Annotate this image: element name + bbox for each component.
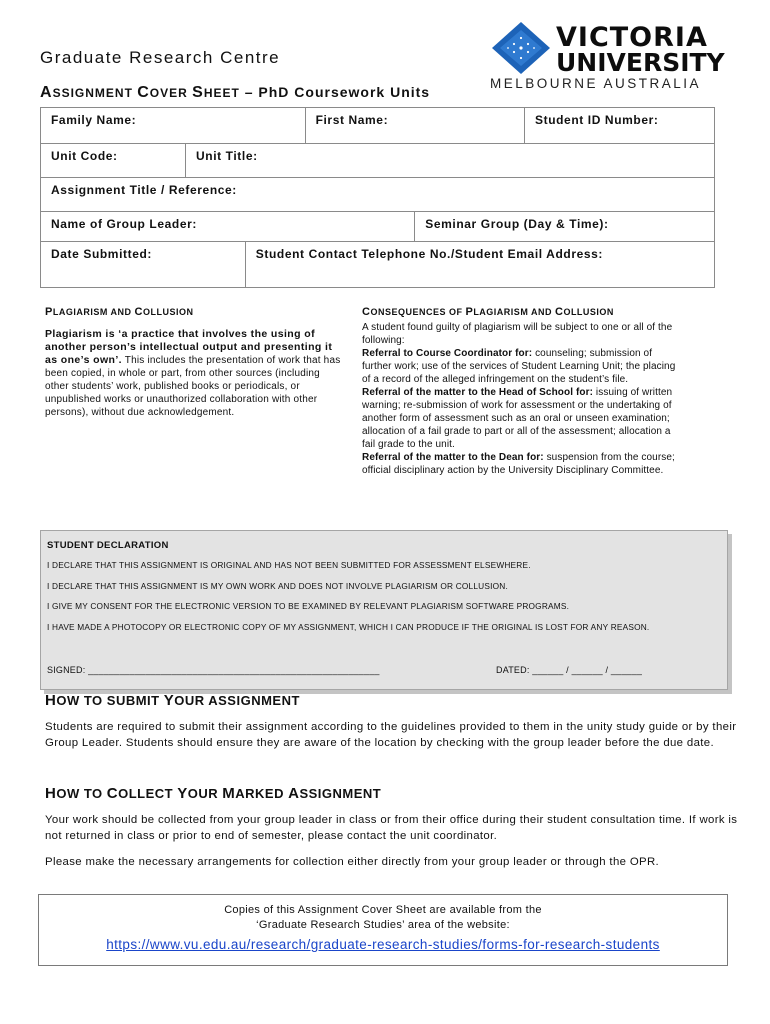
signature-field[interactable]: SIGNED: ________________________________________________________ xyxy=(47,665,380,675)
heading-part: ARKED xyxy=(235,786,289,801)
student-details-form xyxy=(40,107,715,288)
consequence-text: issuing of written warning; re-submission of work for assessment or the undertaking of another form of assessment such as an oral or unseen examination; allocation of a fail grade to part or all of the assessment; allocation a fail grade to the unit. xyxy=(362,387,673,450)
unit-code-label: Unit Code: xyxy=(51,149,118,163)
consequence-text: suspension from the course; official disciplinary action by the University Disciplinary Committee. xyxy=(362,452,675,476)
plagiarism-definition: Plagiarism is ‘a practice that involves the using of another person’s intellectual output and presenting it as one’s own’. xyxy=(45,328,333,366)
submit-text: Students are required to submit their assignment according to the guidelines provided to them in the unity study guide or by their Group Leader. Students should ensure they are aware of the location by checking with the group leader before the due date. xyxy=(45,721,737,749)
heading-part: C xyxy=(106,785,119,802)
sheet-title-part: OVER xyxy=(149,86,193,100)
consequence-item xyxy=(362,386,680,451)
consequences-heading xyxy=(362,306,680,319)
consequence-label: Referral of the matter to the Head of School for: xyxy=(362,387,594,398)
heading-part: P xyxy=(465,306,474,318)
group-leader-field[interactable] xyxy=(41,212,415,242)
contact-field[interactable] xyxy=(245,242,714,288)
student-id-label: Student ID Number: xyxy=(535,113,659,127)
heading-part: LAGIARISM AND xyxy=(52,307,135,317)
heading-part: LAGIARISM AND xyxy=(473,307,555,317)
declaration-line: I HAVE MADE A PHOTOCOPY OR ELECTRONIC COPY OF MY ASSIGNMENT, WHICH I CAN PRODUCE IF THE ORIGINAL IS LOST FOR ANY REASON. xyxy=(47,621,650,632)
heading-part: H xyxy=(45,692,57,709)
unit-title-field[interactable] xyxy=(186,144,715,178)
heading-part: OLLUSION xyxy=(142,307,194,317)
heading-part: C xyxy=(134,306,143,318)
assignment-title-label: Assignment Title / Reference: xyxy=(51,183,237,197)
sheet-title-part: – PhD Coursework Units xyxy=(239,84,431,100)
heading-part: C xyxy=(362,306,371,318)
forms-website-link[interactable]: https://www.vu.edu.au/research/graduate-research-studies/forms-for-research-students xyxy=(106,937,660,952)
website-info-line: ‘Graduate Research Studies’ area of the website: xyxy=(256,919,510,931)
logo-word-victoria: VICTORIA xyxy=(556,22,708,53)
heading-part: OW TO SUBMIT xyxy=(56,693,164,708)
heading-part: OUR xyxy=(187,786,223,801)
sheet-title-part: C xyxy=(137,84,150,101)
seminar-group-field[interactable] xyxy=(415,212,715,242)
university-logo xyxy=(488,20,725,94)
first-name-label: First Name: xyxy=(315,113,389,127)
unit-code-field[interactable] xyxy=(41,144,186,178)
heading-part: OLLECT xyxy=(118,786,178,801)
date-submitted-label: Date Submitted: xyxy=(51,247,153,261)
consequence-text: counseling; submission of further work; use of the services of Student Learning Unit; the placing of a record of the alleged infringement on the student’s file. xyxy=(362,348,676,385)
assignment-title-field[interactable] xyxy=(41,178,715,212)
consequence-item xyxy=(362,347,680,386)
logo-mark-icon xyxy=(488,20,554,76)
sheet-title-part: A xyxy=(40,84,53,101)
consequences-intro: A student found guilty of plagiarism will be subject to one or all of the following: xyxy=(362,322,673,346)
unit-title-label: Unit Title: xyxy=(196,149,258,163)
declaration-line: I GIVE MY CONSENT FOR THE ELECTRONIC VERSION TO BE EXAMINED BY RELEVANT PLAGIARISM SOFTWARE PROGRAMS. xyxy=(47,601,570,611)
declaration-line: I DECLARE THAT THIS ASSIGNMENT IS MY OWN WORK AND DOES NOT INVOLVE PLAGIARISM OR COLLUSION. xyxy=(47,580,508,591)
submit-heading xyxy=(45,692,300,709)
student-id-field[interactable] xyxy=(525,108,715,144)
sheet-title-part: SSIGNMENT xyxy=(52,86,138,100)
plagiarism-section xyxy=(45,306,341,419)
plagiarism-text xyxy=(45,328,341,419)
first-name-field[interactable] xyxy=(305,108,524,144)
seminar-group-label: Seminar Group (Day & Time): xyxy=(425,217,609,231)
consequence-label: Referral to Course Coordinator for: xyxy=(362,348,533,359)
sheet-title-part: HEET xyxy=(203,86,240,100)
student-declaration-box xyxy=(40,530,728,690)
date-submitted-field[interactable] xyxy=(41,242,246,288)
logo-word-location: MELBOURNE AUSTRALIA xyxy=(490,76,702,91)
family-name-field[interactable] xyxy=(41,108,306,144)
declaration-line: I DECLARE THAT THIS ASSIGNMENT IS ORIGINAL AND HAS NOT BEEN SUBMITTED FOR ASSESSMENT ELSEWHERE. xyxy=(47,560,531,570)
consequence-label: Referral of the matter to the Dean for: xyxy=(362,452,544,463)
date-field[interactable]: DATED: ______ / ______ / ______ xyxy=(496,665,643,675)
group-leader-label: Name of Group Leader: xyxy=(51,217,197,231)
heading-part: M xyxy=(222,785,236,802)
heading-part: A xyxy=(288,785,300,802)
website-info-box xyxy=(38,894,728,966)
plagiarism-heading xyxy=(45,306,341,319)
collect-arrangements-text: Please make the necessary arrangements for collection either directly from your group leader or through the OPR. xyxy=(45,856,660,868)
heading-part: P xyxy=(45,306,53,318)
consequence-item xyxy=(362,451,680,477)
heading-part: OUR ASSIGNMENT xyxy=(174,693,300,708)
sheet-title xyxy=(40,84,430,102)
logo-word-university: UNIVERSITY xyxy=(556,48,725,77)
sheet-title-part: S xyxy=(192,84,204,101)
heading-part: H xyxy=(45,785,57,802)
contact-label: Student Contact Telephone No./Student Email Address: xyxy=(255,247,604,261)
heading-part: ONSEQUENCES OF xyxy=(370,307,466,317)
heading-part: Y xyxy=(163,692,175,709)
consequences-section xyxy=(362,306,680,477)
heading-part: C xyxy=(554,306,564,318)
family-name-label: Family Name: xyxy=(51,113,137,127)
centre-title: Graduate Research Centre xyxy=(40,48,281,67)
collect-text: Your work should be collected from your group leader in class or from their office during their student consultation time. If work is not returned in class or prior to end of semester, please contact the unit coordinator. xyxy=(45,814,738,842)
website-info-line: Copies of this Assignment Cover Sheet are available from the xyxy=(224,904,542,916)
heading-part: Y xyxy=(177,785,188,802)
heading-part: SSIGNMENT xyxy=(299,786,382,801)
heading-part: OLLUSION xyxy=(563,307,614,317)
signature-row xyxy=(47,665,717,675)
declaration-heading: STUDENT DECLARATION xyxy=(47,540,169,551)
collect-heading xyxy=(45,785,381,802)
heading-part: OW TO xyxy=(56,786,107,801)
plagiarism-body: This includes the presentation of work that has been copied, in whole or part, from other sources (including other students’ work, published books or periodicals, or unpublished works or unauthorized collaboration with other persons), without due acknowledgement. xyxy=(45,355,341,418)
